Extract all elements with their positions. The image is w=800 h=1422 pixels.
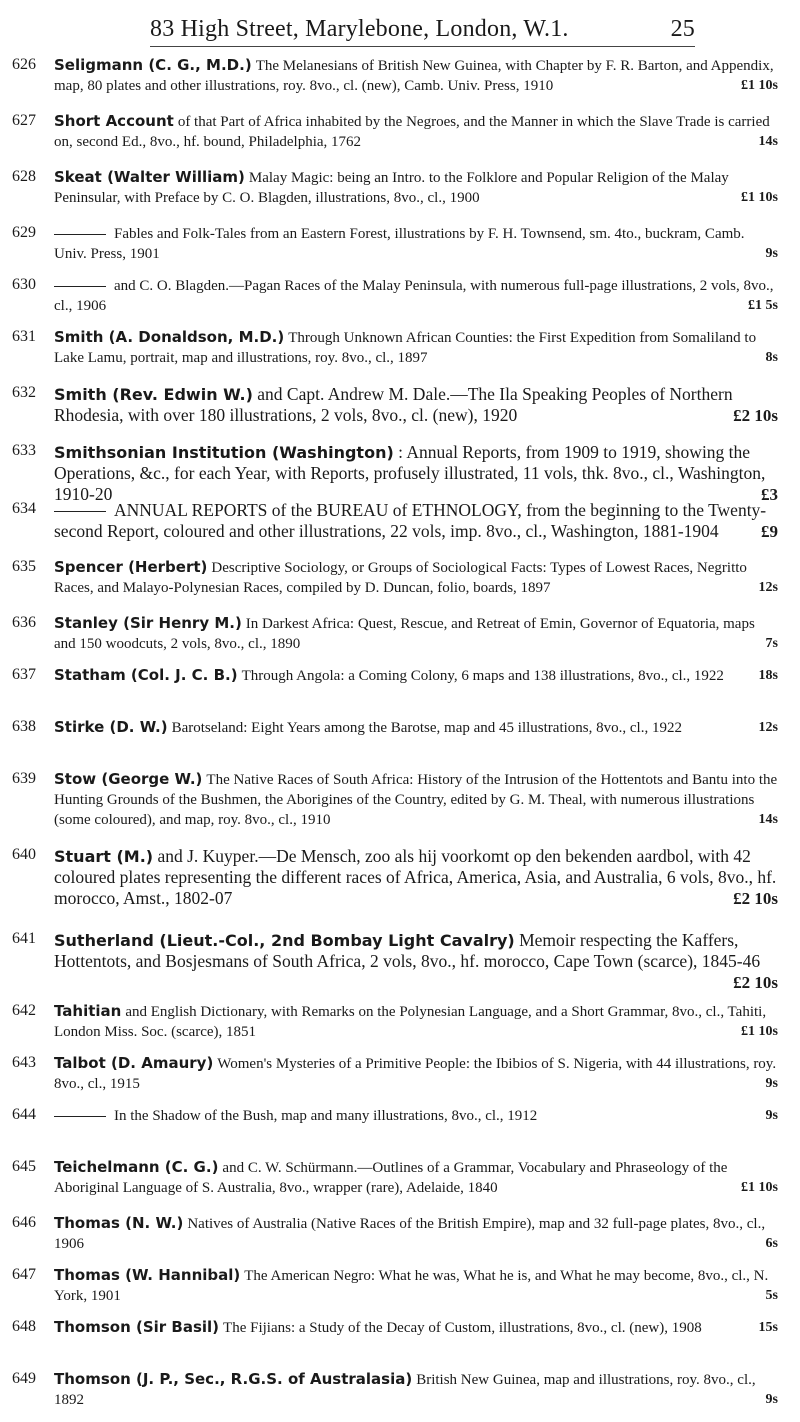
catalogue-entry bbox=[0, 666, 800, 718]
entry-description: Memoir respecting the Kaffers, Hottentots, and Bosjesmans of South Africa, 2 vols, 8vo., hf. morocco, Cape Town (scarce), 1845-46 bbox=[54, 930, 761, 971]
ditto-dash bbox=[54, 511, 106, 512]
entry-price: £3 bbox=[761, 485, 778, 504]
entry-price: 6s bbox=[765, 1236, 778, 1251]
entry-price: 5s bbox=[765, 1288, 778, 1303]
entry-price: 8s bbox=[765, 350, 778, 365]
entry-number: 627 bbox=[12, 112, 36, 129]
entry-price: 12s bbox=[758, 720, 778, 735]
entry-author: Thomas (W. Hannibal) bbox=[54, 1266, 241, 1284]
entry-number: 642 bbox=[12, 1002, 36, 1019]
catalogue-entry bbox=[0, 328, 800, 384]
entry-number: 643 bbox=[12, 1054, 36, 1071]
catalogue-entry bbox=[0, 168, 800, 224]
entry-author: Thomson (J. P., Sec., R.G.S. of Australasia) bbox=[54, 1370, 413, 1388]
entry-price: 9s bbox=[765, 1108, 778, 1123]
entry-number: 644 bbox=[12, 1106, 36, 1123]
catalogue-entry bbox=[0, 614, 800, 666]
catalogue-entry bbox=[0, 112, 800, 168]
entry-number: 631 bbox=[12, 328, 36, 345]
entry-author: Teichelmann (C. G.) bbox=[54, 1158, 219, 1176]
entry-author: Sutherland (Lieut.-Col., 2nd Bombay Light Cavalry) bbox=[54, 931, 515, 950]
catalogue-entries bbox=[0, 56, 800, 1422]
ditto-dash bbox=[54, 234, 106, 235]
entry-price: £2 10s bbox=[733, 889, 778, 908]
catalogue-entry bbox=[0, 224, 800, 276]
entry-price: 18s bbox=[758, 668, 778, 683]
entry-price: £1 5s bbox=[748, 298, 778, 313]
entry-number: 626 bbox=[12, 56, 36, 73]
header-address: 83 High Street, Marylebone, London, W.1. bbox=[150, 16, 569, 42]
entry-description: ANNUAL REPORTS of the BUREAU of ETHNOLOGY, from the beginning to the Twenty-second Report, coloured and other illustrations, 22 vols, imp. 8vo., cl., Washington, 1881-1904 bbox=[54, 500, 767, 541]
catalogue-entry bbox=[0, 718, 800, 770]
entry-price: £9 bbox=[761, 522, 778, 541]
entry-price: £1 10s bbox=[741, 190, 778, 205]
entry-description: Through Unknown African Counties: the First Expedition from Somaliland to Lake Lamu, portrait, map and illustrations, roy. 8vo., cl., 1897 bbox=[54, 330, 757, 366]
entry-author: Statham (Col. J. C. B.) bbox=[54, 666, 238, 684]
entry-description: Through Angola: a Coming Colony, 6 maps and 138 illustrations, 8vo., cl., 1922 bbox=[241, 668, 724, 684]
entry-description: : Annual Reports, from 1909 to 1919, showing the Operations, &c., for each Year, with Reports, profusely illustrated, 11 vols, thk. 8vo., cl., Washington, 1910-20 bbox=[54, 442, 766, 504]
entry-author: Tahitian bbox=[54, 1002, 122, 1020]
entry-price: £2 10s bbox=[733, 973, 778, 992]
entry-description: and J. Kuyper.—De Mensch, zoo als hij voorkomt op den bekenden aardbol, with 42 coloured plates representing the different races of Africa, America, Asia, and Australia, 6 vols, 8vo., hf. morocco, Amst., 1802-07 bbox=[54, 846, 777, 908]
catalogue-entry bbox=[0, 442, 800, 504]
catalogue-entry bbox=[0, 770, 800, 846]
entry-price: £1 10s bbox=[741, 78, 778, 93]
entry-number: 634 bbox=[12, 500, 36, 517]
catalogue-entry bbox=[0, 500, 800, 558]
entry-author: Talbot (D. Amaury) bbox=[54, 1054, 214, 1072]
entry-author: Smithsonian Institution (Washington) bbox=[54, 443, 394, 462]
entry-price: £2 10s bbox=[733, 406, 778, 425]
entry-description: British New Guinea, map and illustrations, roy. 8vo., cl., 1892 bbox=[54, 1372, 756, 1408]
entry-number: 630 bbox=[12, 276, 36, 293]
entry-description: and C. O. Blagden.—Pagan Races of the Malay Peninsula, with numerous full-page illustrations, 2 vols, 8vo., cl., 1906 bbox=[54, 278, 774, 314]
entry-description: Women's Mysteries of a Primitive People: the Ibibios of S. Nigeria, with 44 illustrations, roy. 8vo., cl., 1915 bbox=[54, 1056, 777, 1092]
entry-description: In Darkest Africa: Quest, Rescue, and Retreat of Emin, Governor of Equatoria, maps and 150 woodcuts, 2 vols, 8vo., cl., 1890 bbox=[54, 616, 755, 652]
entry-number: 648 bbox=[12, 1318, 36, 1335]
entry-number: 639 bbox=[12, 770, 36, 787]
entry-description: The Melanesians of British New Guinea, with Chapter by F. R. Barton, and Appendix, map, 80 plates and other illustrations, roy. 8vo., cl. (new), Camb. Univ. Press, 1910 bbox=[54, 58, 774, 94]
catalogue-entry bbox=[0, 1266, 800, 1318]
entry-description: The American Negro: What he was, What he is, and What he may become, 8vo., cl., N. York, 1901 bbox=[54, 1268, 769, 1304]
entry-description: Natives of Australia (Native Races of the British Empire), map and 32 full-page plates, 8vo., cl., 1906 bbox=[54, 1216, 766, 1252]
catalogue-entry bbox=[0, 1318, 800, 1370]
catalogue-entry bbox=[0, 384, 800, 442]
entry-author: Skeat (Walter William) bbox=[54, 168, 245, 186]
entry-number: 646 bbox=[12, 1214, 36, 1231]
entry-author: Seligmann (C. G., M.D.) bbox=[54, 56, 252, 74]
entry-author: Spencer (Herbert) bbox=[54, 558, 208, 576]
entry-number: 629 bbox=[12, 224, 36, 241]
entry-author: Smith (A. Donaldson, M.D.) bbox=[54, 328, 285, 346]
catalogue-entry bbox=[0, 846, 800, 930]
entry-number: 641 bbox=[12, 930, 36, 947]
entry-number: 649 bbox=[12, 1370, 36, 1387]
catalogue-entry bbox=[0, 276, 800, 328]
entry-price: £1 10s bbox=[741, 1024, 778, 1039]
catalogue-entry bbox=[0, 930, 800, 1002]
catalogue-entry bbox=[0, 1370, 800, 1422]
entry-description: Fables and Folk-Tales from an Eastern Forest, illustrations by F. H. Townsend, sm. 4to., buckram, Camb. Univ. Press, 1901 bbox=[54, 226, 745, 262]
ditto-dash bbox=[54, 286, 106, 287]
entry-author: Thomas (N. W.) bbox=[54, 1214, 184, 1232]
entry-description: In the Shadow of the Bush, map and many illustrations, 8vo., cl., 1912 bbox=[114, 1108, 538, 1124]
entry-number: 632 bbox=[12, 384, 36, 401]
entry-number: 638 bbox=[12, 718, 36, 735]
catalogue-entry bbox=[0, 56, 800, 112]
entry-number: 633 bbox=[12, 442, 36, 459]
entry-price: 9s bbox=[765, 1392, 778, 1407]
entry-description: of that Part of Africa inhabited by the Negroes, and the Manner in which the Slave Trade is carried on, second Ed., 8vo., hf. bound, Philadelphia, 1762 bbox=[54, 114, 770, 150]
entry-price: 9s bbox=[765, 246, 778, 261]
header-rule bbox=[150, 46, 695, 47]
catalogue-entry bbox=[0, 1106, 800, 1158]
entry-price: 14s bbox=[758, 134, 778, 149]
entry-number: 645 bbox=[12, 1158, 36, 1175]
entry-price: 7s bbox=[765, 636, 778, 651]
entry-price: £1 10s bbox=[741, 1180, 778, 1195]
entry-number: 628 bbox=[12, 168, 36, 185]
catalogue-entry bbox=[0, 1214, 800, 1266]
page-number: 25 bbox=[670, 16, 695, 42]
ditto-dash bbox=[54, 1116, 106, 1117]
entry-price: 9s bbox=[765, 1076, 778, 1091]
entry-price: 14s bbox=[758, 812, 778, 827]
entry-description: The Native Races of South Africa: History of the Intrusion of the Hottentots and Bantu into the Hunting Grounds of the Bushmen, the Aborigines of the Country, edited by G. M. Theal, with numerous illustrations (some coloured), and map, roy. 8vo., cl., 1910 bbox=[54, 772, 778, 828]
entry-author: Stow (George W.) bbox=[54, 770, 203, 788]
entry-author: Stuart (M.) bbox=[54, 847, 154, 866]
entry-number: 647 bbox=[12, 1266, 36, 1283]
entry-number: 635 bbox=[12, 558, 36, 575]
entry-description: Malay Magic: being an Intro. to the Folklore and Popular Religion of the Malay Peninsular, with Preface by C. O. Blagden, illustrations, 8vo., cl., 1900 bbox=[54, 170, 729, 206]
entry-description: and English Dictionary, with Remarks on the Polynesian Language, and a Short Grammar, 8vo., cl., Tahiti, London Miss. Soc. (scarce), 1851 bbox=[54, 1004, 767, 1040]
catalogue-entry bbox=[0, 1054, 800, 1106]
entry-author: Short Account bbox=[54, 112, 174, 130]
entry-description: The Fijians: a Study of the Decay of Custom, illustrations, 8vo., cl. (new), 1908 bbox=[223, 1320, 702, 1336]
entry-description: and C. W. Schürmann.—Outlines of a Grammar, Vocabulary and Phraseology of the Aboriginal Language of S. Australia, 8vo., wrapper (rare), Adelaide, 1840 bbox=[54, 1160, 728, 1196]
entry-author: Stanley (Sir Henry M.) bbox=[54, 614, 242, 632]
catalogue-entry bbox=[0, 558, 800, 614]
entry-number: 637 bbox=[12, 666, 36, 683]
entry-description: and Capt. Andrew M. Dale.—The Ila Speaking Peoples of Northern Rhodesia, with over 180 illustrations, 2 vols, 8vo., cl. (new), 1920 bbox=[54, 384, 733, 425]
entry-number: 640 bbox=[12, 846, 36, 863]
entry-price: 12s bbox=[758, 580, 778, 595]
entry-author: Stirke (D. W.) bbox=[54, 718, 168, 736]
entry-price: 15s bbox=[758, 1320, 778, 1335]
entry-author: Thomson (Sir Basil) bbox=[54, 1318, 220, 1336]
entry-description: Descriptive Sociology, or Groups of Sociological Facts: Types of Lowest Races, Negritto Races, and Malayo-Polynesian Races, compiled by D. Duncan, folio, boards, 1897 bbox=[54, 560, 747, 596]
catalogue-entry bbox=[0, 1002, 800, 1054]
entry-author: Smith (Rev. Edwin W.) bbox=[54, 385, 253, 404]
entry-number: 636 bbox=[12, 614, 36, 631]
catalogue-entry bbox=[0, 1158, 800, 1214]
entry-description: Barotseland: Eight Years among the Barotse, map and 45 illustrations, 8vo., cl., 1922 bbox=[171, 720, 682, 736]
